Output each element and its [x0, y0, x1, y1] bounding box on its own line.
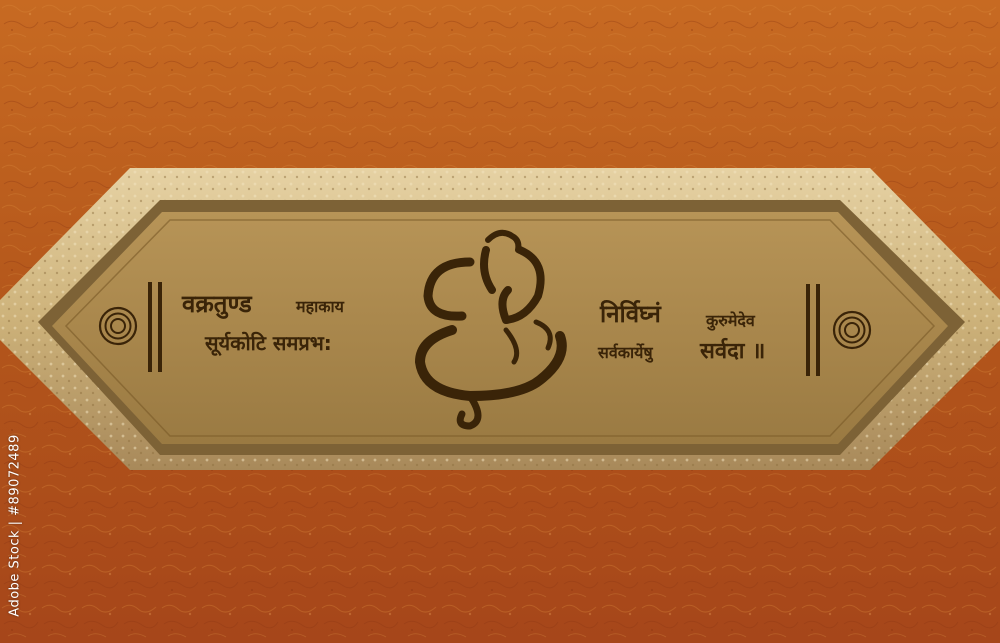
- right-double-bar: [816, 284, 820, 376]
- mantra-left-line1-word2: महाकाय: [296, 297, 344, 316]
- left-double-bar: [148, 282, 152, 372]
- mantra-right-line1-word2: कुरुमेदेव: [706, 311, 755, 330]
- left-double-bar: [158, 282, 162, 372]
- mantra-right-line1-word1: निर्विघ्नं: [600, 300, 661, 328]
- mantra-right-line2-word2: सर्वदा ॥: [700, 339, 766, 364]
- stock-watermark: [0, 0, 30, 643]
- gold-plate: [52, 212, 948, 444]
- watermark-text: Adobe Stock | #89072489: [7, 434, 23, 617]
- right-double-bar: [806, 284, 810, 376]
- mantra-left-line1-word1: वक्रतुण्ड: [182, 290, 252, 318]
- mantra-left-line2: सूर्यकोटि समप्रभ:: [205, 331, 332, 355]
- mantra-right-line2-word1: सर्वकार्येषु: [598, 343, 653, 362]
